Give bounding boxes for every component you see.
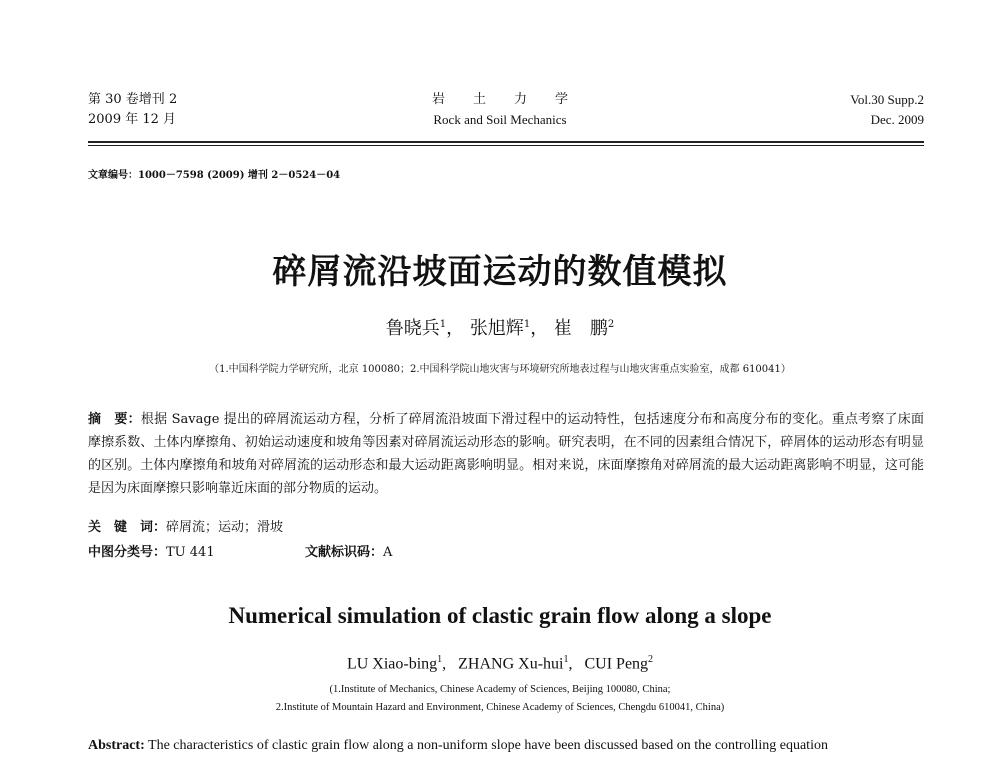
author-separator: ， xyxy=(446,318,465,339)
abstract-en xyxy=(88,738,924,754)
abstract-en-text: The characteristics of clastic grain flow along a non-uniform slope have been discussed based on the controlling equation xyxy=(148,738,828,753)
header-volume-en: Vol.30 Supp.2 xyxy=(850,92,924,107)
author-affil-mark: 2 xyxy=(607,319,615,330)
classification-line xyxy=(88,541,393,560)
author-affil-mark: 2 xyxy=(648,654,654,665)
author-cn: 鲁晓兵 xyxy=(385,318,440,339)
document-code-value: A xyxy=(383,545,393,560)
abstract-cn-label: 摘 要： xyxy=(88,412,141,427)
header-issue-info-en xyxy=(850,90,924,130)
title-cn: 碎屑流沿坡面运动的数值模拟 xyxy=(272,252,728,292)
header-volume: 第 30 卷增刊 2 xyxy=(88,92,178,107)
affiliation-en xyxy=(0,681,1000,717)
abstract-en-label: Abstract: xyxy=(88,738,145,753)
author-en: ZHANG Xu-hui xyxy=(458,655,564,673)
abstract-cn xyxy=(88,408,924,500)
article-number: 文章编号：1000－7598 (2009) 增刊 2－0524－04 xyxy=(88,170,341,181)
author-affil-mark: 1 xyxy=(523,319,531,330)
classification-value: TU 441 xyxy=(166,545,215,560)
keywords-cn-label: 关 键 词： xyxy=(88,520,167,535)
author-cn: 张旭辉 xyxy=(469,318,524,339)
author-separator: ， xyxy=(530,318,549,339)
authors-cn xyxy=(0,314,1000,340)
document-code-label: 文献标识码： xyxy=(305,545,384,560)
affiliation-en-line: (1.Institute of Mechanics, Chinese Academy of Sciences, Beijing 100080, China; xyxy=(329,684,671,695)
author-affil-mark: 1 xyxy=(439,319,447,330)
classification-label: 中图分类号： xyxy=(88,545,167,560)
journal-name-cn: 岩土力学 xyxy=(431,92,596,107)
author-affil-mark: 1 xyxy=(437,654,443,665)
author-en: LU Xiao-bing xyxy=(346,655,438,673)
author-cn: 崔 鹏 xyxy=(553,318,608,339)
author-affil-mark: 1 xyxy=(563,654,569,665)
authors-en xyxy=(0,654,1000,673)
journal-name-en: Rock and Soil Mechanics xyxy=(433,112,567,127)
abstract-cn-text: 根据 Savage 提出的碎屑流运动方程，分析了碎屑流沿坡面下滑过程中的运动特性，包括速度分布和高度分布的变化。重点考察了床面摩擦系数、土体内摩擦角、初始运动速度和坡角等因素对碎屑流运动形态的影响。研究表明，在不同的因素组合情况下，碎屑体的运动形态有明显的区别。土体内摩擦角和坡角对碎屑流的运动形态和最大运动距离影响明显。相对来说，床面摩擦角对碎屑流的最大运动距离影响不明显，这可能是因为床面摩擦只影响靠近床面的部分物质的运动。 xyxy=(88,412,924,496)
document-code xyxy=(305,541,392,560)
keywords-cn xyxy=(88,516,283,535)
author-separator: , xyxy=(442,655,447,673)
header-rule-thick xyxy=(88,141,924,143)
author-en: CUI Peng xyxy=(584,655,649,673)
author-separator: , xyxy=(568,655,573,673)
title-en: Numerical simulation of clastic grain flow along a slope xyxy=(228,603,772,628)
affiliation-cn: （1.中国科学院力学研究所，北京 100080；2.中国科学院山地灾害与环境研究所地表过程与山地灾害重点实验室，成都 610041） xyxy=(209,364,791,375)
keywords-cn-text: 碎屑流；运动；滑坡 xyxy=(166,520,284,535)
header-rule-thin xyxy=(88,145,924,146)
header-date-cn: 2009 年 12 月 xyxy=(88,112,177,127)
affiliation-en-line: 2.Institute of Mountain Hazard and Environment, Chinese Academy of Sciences, Chengdu 610041, China) xyxy=(275,702,725,713)
header-date-en: Dec. 2009 xyxy=(870,112,924,127)
journal-header xyxy=(0,90,1000,134)
